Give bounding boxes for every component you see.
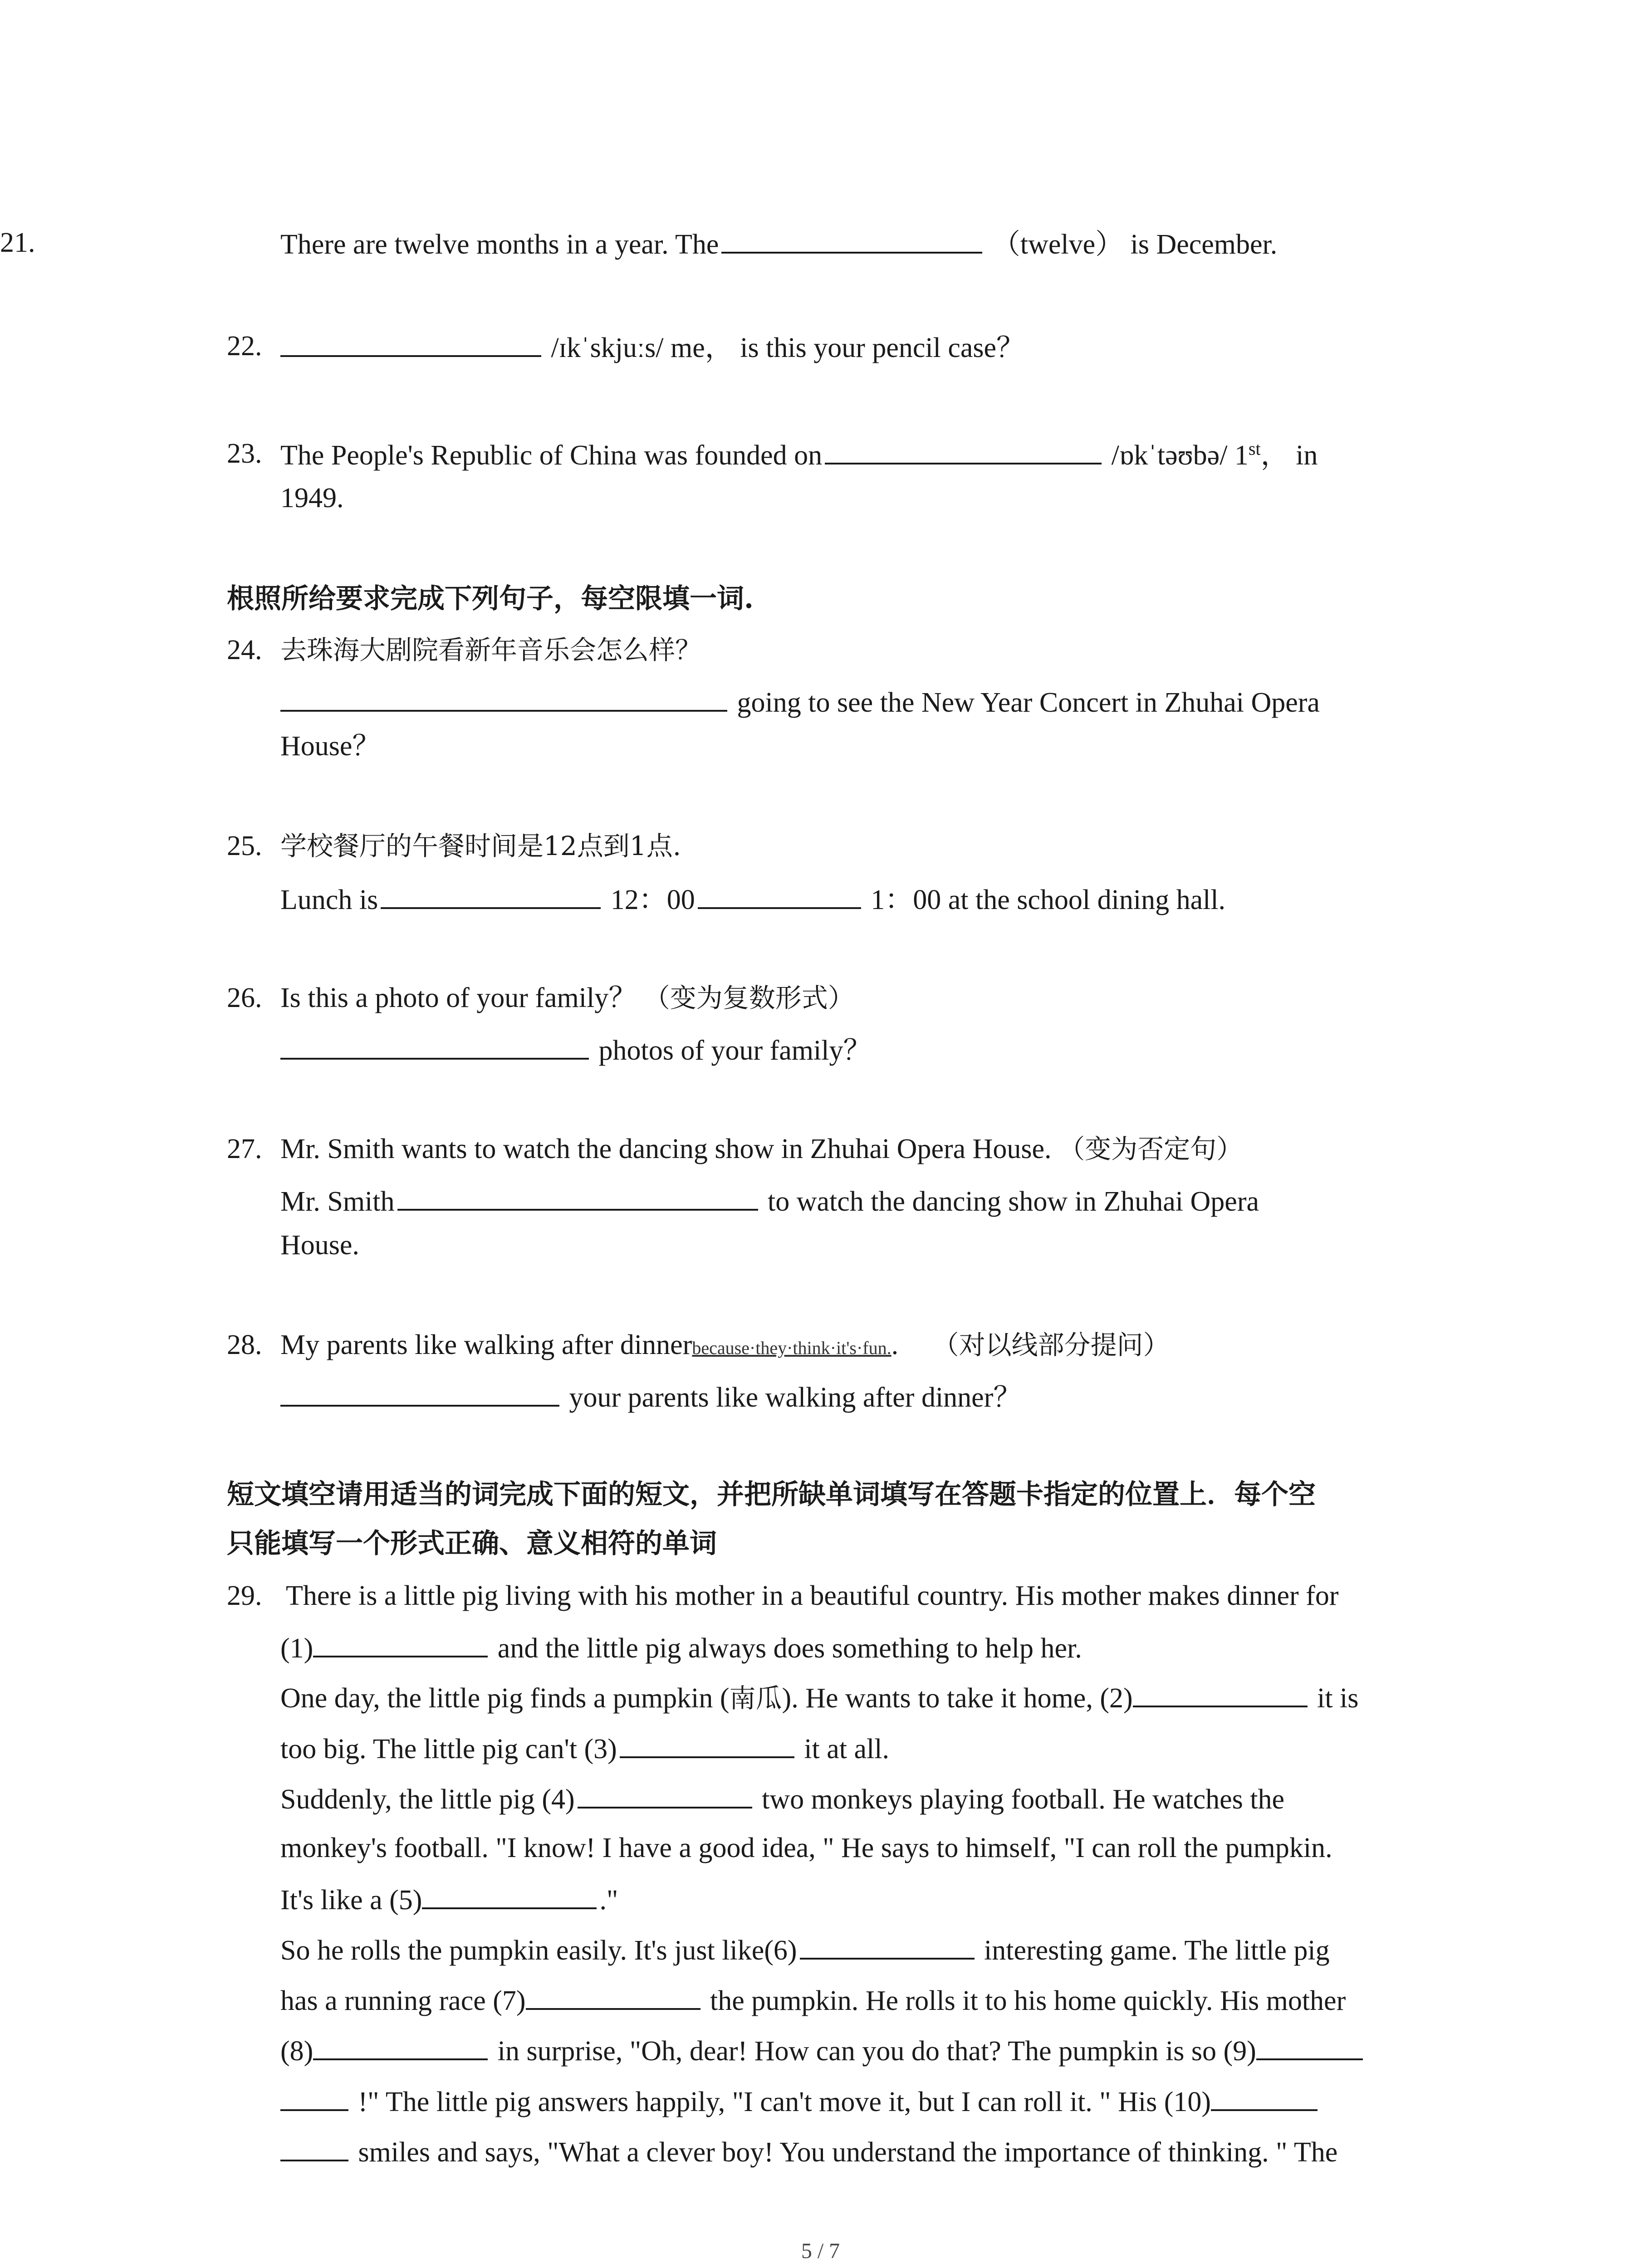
answer-blank[interactable] <box>381 880 601 909</box>
answer-blank-1[interactable] <box>313 1628 488 1657</box>
answer-blank[interactable] <box>280 683 727 712</box>
question-26-prompt: Is this a photo of your family？ （变为复数形式） <box>280 982 854 1013</box>
question-24-prompt: 去珠海大剧院看新年音乐会怎么样？ <box>280 635 702 665</box>
question-25-text: Lunch is 12：00 1：00 at the school dining hall. <box>280 880 1225 918</box>
passage-line: smiles and says, "What a clever boy! You understand the importance of thinking. " The <box>280 2132 1337 2170</box>
question-28-number: 28. <box>227 1330 262 1360</box>
question-22-text: /ɪkˈskjuːs/ me， is this your pencil case？ <box>280 328 1024 366</box>
passage-line: One day, the little pig finds a pumpkin (南瓜). He wants to take it home, (2) it is <box>280 1678 1358 1716</box>
question-23-number: 23. <box>227 438 262 469</box>
question-28-prompt: My parents like walking after dinnerbecause·they·think·it's·fun.. （对以线部分提问） <box>280 1330 1170 1360</box>
passage-line: It's like a (5) ." <box>280 1880 618 1918</box>
question-26-number: 26. <box>227 982 262 1013</box>
answer-blank[interactable] <box>698 880 861 909</box>
question-21 <box>0 225 35 261</box>
answer-blank[interactable] <box>280 1031 589 1060</box>
question-21-text: There are twelve months in a year. The （twelve） is December. <box>280 225 1277 263</box>
answer-blank-4[interactable] <box>578 1779 752 1809</box>
question-23-text: The People's Republic of China was founded on /ɒkˈtəʊbə/ 1st， in <box>280 435 1318 474</box>
passage-line: too big. The little pig can't (3) it at all. <box>280 1729 889 1767</box>
answer-blank-10-cont[interactable] <box>280 2132 348 2161</box>
question-number: 21. <box>0 227 35 258</box>
question-24-text-cont: House？ <box>280 731 381 762</box>
answer-blank[interactable] <box>280 328 541 357</box>
answer-blank[interactable] <box>721 225 982 254</box>
question-24-text: going to see the New Year Concert in Zhuhai Opera <box>280 683 1320 721</box>
underlined-phrase: because·they·think·it's·fun. <box>692 1338 892 1358</box>
page-number: 5 / 7 <box>801 2239 840 2263</box>
answer-blank-9-cont[interactable] <box>280 2082 348 2111</box>
question-25-prompt: 学校餐厅的午餐时间是12点到1点. <box>280 831 681 861</box>
question-27-number: 27. <box>227 1134 262 1164</box>
question-25-number: 25. <box>227 831 262 861</box>
answer-blank[interactable] <box>280 1378 559 1407</box>
passage-line: Suddenly, the little pig (4) two monkeys playing football. He watches the <box>280 1779 1284 1818</box>
passage-line: There is a little pig living with his mother in a beautiful country. His mother makes dinner for <box>286 1580 1339 1611</box>
answer-blank-10[interactable] <box>1211 2082 1318 2111</box>
answer-blank-9[interactable] <box>1256 2031 1363 2060</box>
question-28-text: your parents like walking after dinner？ <box>280 1378 1021 1416</box>
passage-line: !" The little pig answers happily, "I can't move it, but I can roll it. " His (10) <box>280 2082 1320 2120</box>
answer-blank[interactable] <box>397 1182 758 1211</box>
section-heading-cont: 只能填写一个形式正确、意义相符的单词 <box>227 1528 717 1559</box>
answer-blank-7[interactable] <box>526 1981 700 2010</box>
answer-blank-6[interactable] <box>800 1931 975 1960</box>
question-22-number: 22. <box>227 331 262 362</box>
question-27-text: Mr. Smith to watch the dancing show in Zhuhai Opera <box>280 1182 1259 1220</box>
question-23-text-cont: 1949. <box>280 483 344 513</box>
question-27-text-cont: House. <box>280 1230 359 1261</box>
answer-blank[interactable] <box>825 435 1102 464</box>
passage-line: So he rolls the pumpkin easily. It's just like(6) interesting game. The little pig <box>280 1931 1330 1969</box>
answer-blank-2[interactable] <box>1133 1678 1308 1707</box>
section-heading: 根照所给要求完成下列句子，每空限填一词. <box>227 583 754 615</box>
passage-line: has a running race (7) the pumpkin. He rolls it to his home quickly. His mother <box>280 1981 1346 2019</box>
passage-line: (1) and the little pig always does something to help her. <box>280 1628 1082 1667</box>
question-24-number: 24. <box>227 635 262 665</box>
passage-line: monkey's football. "I know! I have a good idea, " He says to himself, "I can roll the pumpkin. <box>280 1833 1332 1863</box>
question-29-number: 29. <box>227 1580 262 1611</box>
passage-line: (8) in surprise, "Oh, dear! How can you do that? The pumpkin is so (9) <box>280 2031 1366 2069</box>
answer-blank-5[interactable] <box>422 1880 597 1909</box>
question-26-text: photos of your family？ <box>280 1031 872 1069</box>
question-27-prompt: Mr. Smith wants to watch the dancing show in Zhuhai Opera House. （变为否定句） <box>280 1134 1243 1164</box>
section-heading: 短文填空请用适当的词完成下面的短文，并把所缺单词填写在答题卡指定的位置上．每个空 <box>227 1479 1316 1510</box>
answer-blank-8[interactable] <box>313 2031 488 2060</box>
answer-blank-3[interactable] <box>620 1729 794 1758</box>
